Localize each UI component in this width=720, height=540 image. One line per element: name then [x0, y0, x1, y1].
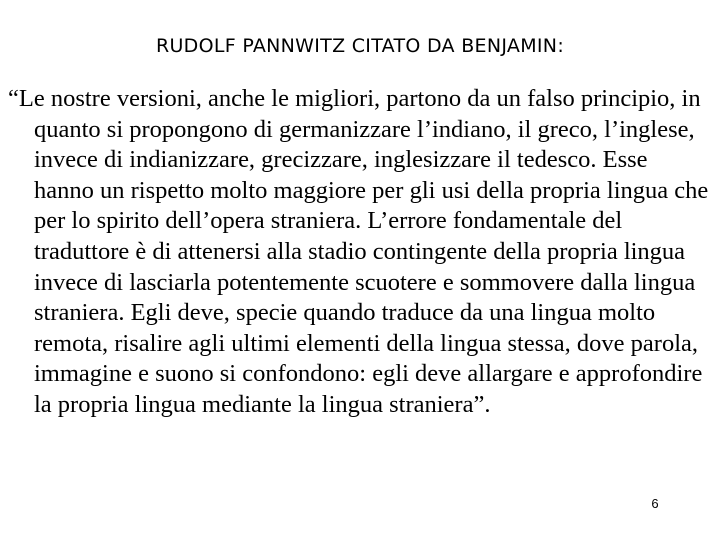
- slide-title: RUDOLF PANNWITZ CITATO DA BENJAMIN:: [155, 35, 565, 57]
- page-number: 6: [651, 496, 659, 511]
- quote-text: “Le nostre versioni, anche le migliori, partono da un falso principio, in quanto si propongono di germanizzare l’indiano, il greco, l’inglese, invece di indianizzare, grecizzare, inglesizzare il tedesco. Esse hanno un rispetto molto maggiore per gli usi della propria lingua che per lo spirito dell’opera straniera. L’errore fondamentale del traduttore è di attenersi alla stadio contingente della propria lingua invece di lasciarla potentemente scuotere e sommovere dalla lingua straniera. Egli deve, specie quando traduce da una lingua molto remota, risalire agli ultimi elementi della lingua stessa, dove parola, immagine e suono si confondono: egli deve allargare e approfondire la propria lingua mediante la lingua straniera”.: [8, 85, 709, 418]
